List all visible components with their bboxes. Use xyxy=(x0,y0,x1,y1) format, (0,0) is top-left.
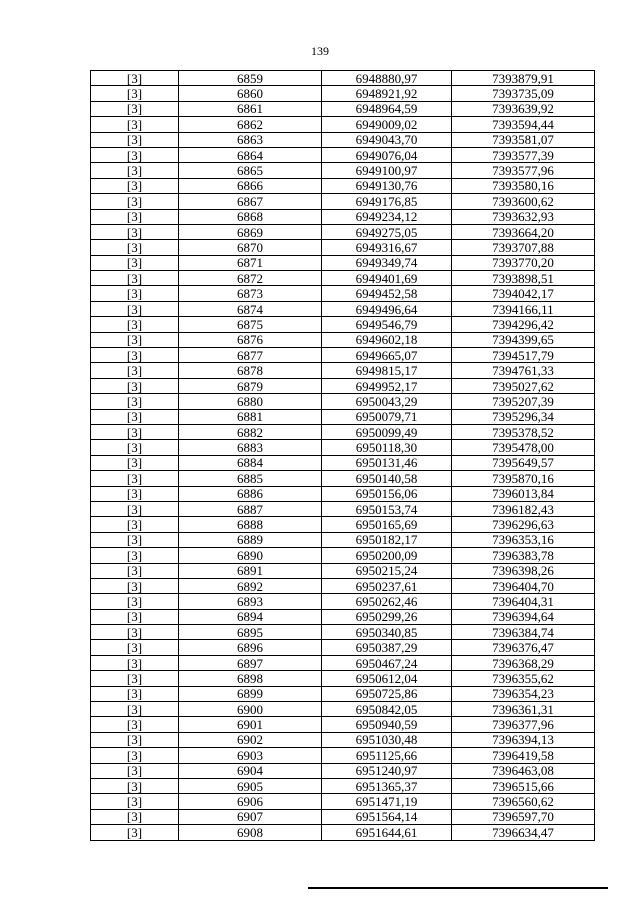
reference-cell: [3] xyxy=(91,224,179,239)
table-row xyxy=(91,763,595,778)
table-row xyxy=(91,748,595,763)
table-row xyxy=(91,655,595,670)
page-number: 139 xyxy=(311,44,329,58)
y-coordinate-cell: 7395478,00 xyxy=(452,440,595,455)
x-coordinate-cell: 6948921,92 xyxy=(322,86,452,101)
table-row xyxy=(91,409,595,424)
reference-cell: [3] xyxy=(91,424,179,439)
y-coordinate-cell: 7396355,62 xyxy=(452,671,595,686)
table-row xyxy=(91,255,595,270)
reference-cell: [3] xyxy=(91,548,179,563)
x-coordinate-cell: 6951365,37 xyxy=(322,778,452,793)
table-row xyxy=(91,348,595,363)
y-coordinate-cell: 7393879,91 xyxy=(452,71,595,86)
x-coordinate-cell: 6949952,17 xyxy=(322,378,452,393)
x-coordinate-cell: 6950200,09 xyxy=(322,548,452,563)
y-coordinate-cell: 7394399,65 xyxy=(452,332,595,347)
x-coordinate-cell: 6951644,61 xyxy=(322,825,452,840)
table-row xyxy=(91,117,595,132)
point-number-cell: 6893 xyxy=(179,594,322,609)
point-number-cell: 6900 xyxy=(179,702,322,717)
point-number-cell: 6885 xyxy=(179,471,322,486)
x-coordinate-cell: 6951240,97 xyxy=(322,763,452,778)
y-coordinate-cell: 7395378,52 xyxy=(452,424,595,439)
y-coordinate-cell: 7394761,33 xyxy=(452,363,595,378)
y-coordinate-cell: 7393664,20 xyxy=(452,224,595,239)
reference-cell: [3] xyxy=(91,702,179,717)
x-coordinate-cell: 6951030,48 xyxy=(322,732,452,747)
y-coordinate-cell: 7396013,84 xyxy=(452,486,595,501)
point-number-cell: 6869 xyxy=(179,224,322,239)
point-number-cell: 6871 xyxy=(179,255,322,270)
table-row xyxy=(91,209,595,224)
point-number-cell: 6879 xyxy=(179,378,322,393)
y-coordinate-cell: 7395296,34 xyxy=(452,409,595,424)
x-coordinate-cell: 6949275,05 xyxy=(322,224,452,239)
reference-cell: [3] xyxy=(91,86,179,101)
reference-cell: [3] xyxy=(91,101,179,116)
reference-cell: [3] xyxy=(91,286,179,301)
point-number-cell: 6859 xyxy=(179,71,322,86)
table-row xyxy=(91,240,595,255)
y-coordinate-cell: 7396394,13 xyxy=(452,732,595,747)
y-coordinate-cell: 7394042,17 xyxy=(452,286,595,301)
x-coordinate-cell: 6950299,26 xyxy=(322,609,452,624)
x-coordinate-cell: 6949130,76 xyxy=(322,178,452,193)
y-coordinate-cell: 7394166,11 xyxy=(452,301,595,316)
table-row xyxy=(91,471,595,486)
y-coordinate-cell: 7393707,88 xyxy=(452,240,595,255)
reference-cell: [3] xyxy=(91,117,179,132)
table-row xyxy=(91,178,595,193)
point-number-cell: 6894 xyxy=(179,609,322,624)
point-number-cell: 6888 xyxy=(179,517,322,532)
x-coordinate-cell: 6950940,59 xyxy=(322,717,452,732)
table-row xyxy=(91,778,595,793)
y-coordinate-cell: 7396361,31 xyxy=(452,702,595,717)
x-coordinate-cell: 6949176,85 xyxy=(322,194,452,209)
reference-cell: [3] xyxy=(91,748,179,763)
y-coordinate-cell: 7395027,62 xyxy=(452,378,595,393)
point-number-cell: 6899 xyxy=(179,686,322,701)
point-number-cell: 6865 xyxy=(179,163,322,178)
point-number-cell: 6896 xyxy=(179,640,322,655)
x-coordinate-cell: 6950165,69 xyxy=(322,517,452,532)
table-row xyxy=(91,224,595,239)
x-coordinate-cell: 6950131,46 xyxy=(322,455,452,470)
point-number-cell: 6873 xyxy=(179,286,322,301)
reference-cell: [3] xyxy=(91,655,179,670)
reference-cell: [3] xyxy=(91,178,179,193)
y-coordinate-cell: 7396377,96 xyxy=(452,717,595,732)
table-row xyxy=(91,147,595,162)
x-coordinate-cell: 6950237,61 xyxy=(322,578,452,593)
table-row xyxy=(91,317,595,332)
point-number-cell: 6881 xyxy=(179,409,322,424)
table-row xyxy=(91,271,595,286)
y-coordinate-cell: 7394517,79 xyxy=(452,348,595,363)
x-coordinate-cell: 6950215,24 xyxy=(322,563,452,578)
point-number-cell: 6860 xyxy=(179,86,322,101)
table-row xyxy=(91,563,595,578)
x-coordinate-cell: 6950387,29 xyxy=(322,640,452,655)
x-coordinate-cell: 6950043,29 xyxy=(322,394,452,409)
x-coordinate-cell: 6950725,86 xyxy=(322,686,452,701)
table-row xyxy=(91,301,595,316)
y-coordinate-cell: 7396368,29 xyxy=(452,655,595,670)
reference-cell: [3] xyxy=(91,409,179,424)
x-coordinate-cell: 6949234,12 xyxy=(322,209,452,224)
x-coordinate-cell: 6951471,19 xyxy=(322,794,452,809)
y-coordinate-cell: 7396398,26 xyxy=(452,563,595,578)
reference-cell: [3] xyxy=(91,348,179,363)
reference-cell: [3] xyxy=(91,809,179,824)
reference-cell: [3] xyxy=(91,717,179,732)
y-coordinate-cell: 7396463,08 xyxy=(452,763,595,778)
point-number-cell: 6904 xyxy=(179,763,322,778)
x-coordinate-cell: 6950467,24 xyxy=(322,655,452,670)
y-coordinate-cell: 7396419,58 xyxy=(452,748,595,763)
point-number-cell: 6886 xyxy=(179,486,322,501)
table-row xyxy=(91,363,595,378)
y-coordinate-cell: 7396383,78 xyxy=(452,548,595,563)
x-coordinate-cell: 6950140,58 xyxy=(322,471,452,486)
point-number-cell: 6884 xyxy=(179,455,322,470)
table-row xyxy=(91,286,595,301)
y-coordinate-cell: 7393580,16 xyxy=(452,178,595,193)
table-row xyxy=(91,194,595,209)
point-number-cell: 6868 xyxy=(179,209,322,224)
point-number-cell: 6887 xyxy=(179,501,322,516)
table-row xyxy=(91,332,595,347)
y-coordinate-cell: 7396404,31 xyxy=(452,594,595,609)
y-coordinate-cell: 7393639,92 xyxy=(452,101,595,116)
point-number-cell: 6907 xyxy=(179,809,322,824)
table-row xyxy=(91,702,595,717)
point-number-cell: 6866 xyxy=(179,178,322,193)
x-coordinate-cell: 6949546,79 xyxy=(322,317,452,332)
reference-cell: [3] xyxy=(91,471,179,486)
point-number-cell: 6882 xyxy=(179,424,322,439)
y-coordinate-cell: 7396182,43 xyxy=(452,501,595,516)
y-coordinate-cell: 7396515,66 xyxy=(452,778,595,793)
x-coordinate-cell: 6949452,58 xyxy=(322,286,452,301)
reference-cell: [3] xyxy=(91,671,179,686)
coordinates-table xyxy=(90,70,595,841)
x-coordinate-cell: 6949100,97 xyxy=(322,163,452,178)
x-coordinate-cell: 6949076,04 xyxy=(322,147,452,162)
reference-cell: [3] xyxy=(91,486,179,501)
x-coordinate-cell: 6948880,97 xyxy=(322,71,452,86)
reference-cell: [3] xyxy=(91,301,179,316)
x-coordinate-cell: 6951125,66 xyxy=(322,748,452,763)
y-coordinate-cell: 7396353,16 xyxy=(452,532,595,547)
reference-cell: [3] xyxy=(91,255,179,270)
point-number-cell: 6870 xyxy=(179,240,322,255)
reference-cell: [3] xyxy=(91,532,179,547)
reference-cell: [3] xyxy=(91,563,179,578)
y-coordinate-cell: 7393577,96 xyxy=(452,163,595,178)
y-coordinate-cell: 7393594,44 xyxy=(452,117,595,132)
x-coordinate-cell: 6949009,02 xyxy=(322,117,452,132)
table-row xyxy=(91,717,595,732)
reference-cell: [3] xyxy=(91,194,179,209)
x-coordinate-cell: 6949602,18 xyxy=(322,332,452,347)
x-coordinate-cell: 6948964,59 xyxy=(322,101,452,116)
reference-cell: [3] xyxy=(91,163,179,178)
y-coordinate-cell: 7393581,07 xyxy=(452,132,595,147)
reference-cell: [3] xyxy=(91,71,179,86)
point-number-cell: 6867 xyxy=(179,194,322,209)
y-coordinate-cell: 7396354,23 xyxy=(452,686,595,701)
x-coordinate-cell: 6950118,30 xyxy=(322,440,452,455)
table-row xyxy=(91,440,595,455)
table-row xyxy=(91,424,595,439)
reference-cell: [3] xyxy=(91,625,179,640)
table-row xyxy=(91,486,595,501)
reference-cell: [3] xyxy=(91,686,179,701)
point-number-cell: 6883 xyxy=(179,440,322,455)
table-row xyxy=(91,609,595,624)
point-number-cell: 6876 xyxy=(179,332,322,347)
x-coordinate-cell: 6949815,17 xyxy=(322,363,452,378)
x-coordinate-cell: 6949316,67 xyxy=(322,240,452,255)
table-row xyxy=(91,394,595,409)
y-coordinate-cell: 7396296,63 xyxy=(452,517,595,532)
x-coordinate-cell: 6951564,14 xyxy=(322,809,452,824)
reference-cell: [3] xyxy=(91,209,179,224)
reference-cell: [3] xyxy=(91,609,179,624)
y-coordinate-cell: 7395870,16 xyxy=(452,471,595,486)
point-number-cell: 6901 xyxy=(179,717,322,732)
reference-cell: [3] xyxy=(91,763,179,778)
point-number-cell: 6862 xyxy=(179,117,322,132)
x-coordinate-cell: 6949043,70 xyxy=(322,132,452,147)
y-coordinate-cell: 7396597,70 xyxy=(452,809,595,824)
x-coordinate-cell: 6950842,05 xyxy=(322,702,452,717)
reference-cell: [3] xyxy=(91,132,179,147)
y-coordinate-cell: 7393735,09 xyxy=(452,86,595,101)
table-row xyxy=(91,809,595,824)
y-coordinate-cell: 7395207,39 xyxy=(452,394,595,409)
point-number-cell: 6880 xyxy=(179,394,322,409)
reference-cell: [3] xyxy=(91,363,179,378)
y-coordinate-cell: 7396376,47 xyxy=(452,640,595,655)
table-row xyxy=(91,517,595,532)
point-number-cell: 6877 xyxy=(179,348,322,363)
point-number-cell: 6895 xyxy=(179,625,322,640)
x-coordinate-cell: 6950262,46 xyxy=(322,594,452,609)
reference-cell: [3] xyxy=(91,332,179,347)
point-number-cell: 6908 xyxy=(179,825,322,840)
reference-cell: [3] xyxy=(91,378,179,393)
point-number-cell: 6863 xyxy=(179,132,322,147)
x-coordinate-cell: 6950182,17 xyxy=(322,532,452,547)
point-number-cell: 6872 xyxy=(179,271,322,286)
y-coordinate-cell: 7396394,64 xyxy=(452,609,595,624)
table-row xyxy=(91,825,595,840)
y-coordinate-cell: 7396384,74 xyxy=(452,625,595,640)
reference-cell: [3] xyxy=(91,640,179,655)
point-number-cell: 6861 xyxy=(179,101,322,116)
reference-cell: [3] xyxy=(91,455,179,470)
reference-cell: [3] xyxy=(91,147,179,162)
point-number-cell: 6878 xyxy=(179,363,322,378)
table-row xyxy=(91,794,595,809)
reference-cell: [3] xyxy=(91,578,179,593)
point-number-cell: 6892 xyxy=(179,578,322,593)
reference-cell: [3] xyxy=(91,794,179,809)
table-row xyxy=(91,101,595,116)
point-number-cell: 6905 xyxy=(179,778,322,793)
table-row xyxy=(91,455,595,470)
point-number-cell: 6889 xyxy=(179,532,322,547)
point-number-cell: 6874 xyxy=(179,301,322,316)
x-coordinate-cell: 6950153,74 xyxy=(322,501,452,516)
table-row xyxy=(91,532,595,547)
table-row xyxy=(91,640,595,655)
table-row xyxy=(91,71,595,86)
reference-cell: [3] xyxy=(91,732,179,747)
point-number-cell: 6903 xyxy=(179,748,322,763)
point-number-cell: 6902 xyxy=(179,732,322,747)
table-row xyxy=(91,686,595,701)
table-row xyxy=(91,671,595,686)
y-coordinate-cell: 7393577,39 xyxy=(452,147,595,162)
reference-cell: [3] xyxy=(91,317,179,332)
y-coordinate-cell: 7395649,57 xyxy=(452,455,595,470)
reference-cell: [3] xyxy=(91,778,179,793)
y-coordinate-cell: 7396634,47 xyxy=(452,825,595,840)
reference-cell: [3] xyxy=(91,517,179,532)
point-number-cell: 6898 xyxy=(179,671,322,686)
table-row xyxy=(91,732,595,747)
reference-cell: [3] xyxy=(91,440,179,455)
y-coordinate-cell: 7394296,42 xyxy=(452,317,595,332)
bottom-rule xyxy=(308,887,608,889)
point-number-cell: 6890 xyxy=(179,548,322,563)
point-number-cell: 6897 xyxy=(179,655,322,670)
x-coordinate-cell: 6950079,71 xyxy=(322,409,452,424)
x-coordinate-cell: 6949496,64 xyxy=(322,301,452,316)
table-row xyxy=(91,548,595,563)
table-row xyxy=(91,625,595,640)
x-coordinate-cell: 6950156,06 xyxy=(322,486,452,501)
point-number-cell: 6875 xyxy=(179,317,322,332)
y-coordinate-cell: 7393898,51 xyxy=(452,271,595,286)
table-row xyxy=(91,378,595,393)
table-row xyxy=(91,594,595,609)
reference-cell: [3] xyxy=(91,501,179,516)
y-coordinate-cell: 7393770,20 xyxy=(452,255,595,270)
x-coordinate-cell: 6949349,74 xyxy=(322,255,452,270)
coordinates-table-body xyxy=(91,71,595,841)
x-coordinate-cell: 6949401,69 xyxy=(322,271,452,286)
reference-cell: [3] xyxy=(91,271,179,286)
table-row xyxy=(91,501,595,516)
y-coordinate-cell: 7396404,70 xyxy=(452,578,595,593)
x-coordinate-cell: 6950612,04 xyxy=(322,671,452,686)
table-row xyxy=(91,163,595,178)
y-coordinate-cell: 7393600,62 xyxy=(452,194,595,209)
table-row xyxy=(91,132,595,147)
reference-cell: [3] xyxy=(91,825,179,840)
table-row xyxy=(91,86,595,101)
reference-cell: [3] xyxy=(91,394,179,409)
point-number-cell: 6891 xyxy=(179,563,322,578)
table-row xyxy=(91,578,595,593)
y-coordinate-cell: 7396560,62 xyxy=(452,794,595,809)
x-coordinate-cell: 6950099,49 xyxy=(322,424,452,439)
x-coordinate-cell: 6949665,07 xyxy=(322,348,452,363)
x-coordinate-cell: 6950340,85 xyxy=(322,625,452,640)
y-coordinate-cell: 7393632,93 xyxy=(452,209,595,224)
point-number-cell: 6906 xyxy=(179,794,322,809)
reference-cell: [3] xyxy=(91,240,179,255)
point-number-cell: 6864 xyxy=(179,147,322,162)
reference-cell: [3] xyxy=(91,594,179,609)
